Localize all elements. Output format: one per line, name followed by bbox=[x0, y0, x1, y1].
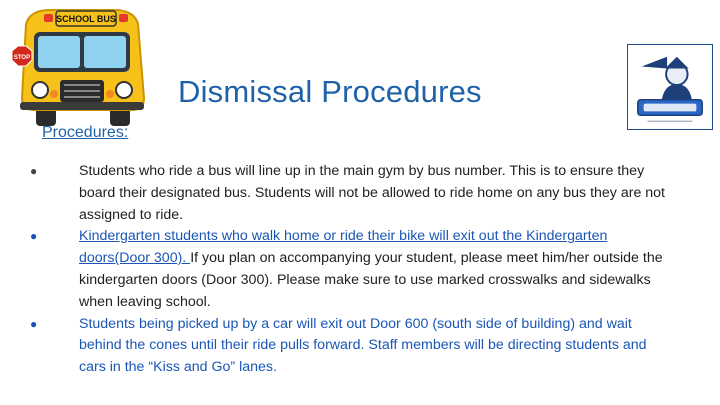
list-item-bus-riders bbox=[30, 161, 670, 226]
school-bus-icon bbox=[6, 2, 156, 128]
procedures-subheading: Procedures: bbox=[42, 124, 129, 141]
procedures-list bbox=[30, 161, 670, 379]
kindergarten-doors-link[interactable]: Kindergarten students who walk home or ride their bike will exit out the Kindergarten doors(Door 300). bbox=[79, 228, 608, 267]
bullet-dot: ● bbox=[30, 316, 38, 331]
bullet-text: Students who ride a bus will line up in the main gym by bus number. This is to ensure they board their designated bus. Students will not be allowed to ride home on any bus they are not assigned to ride. bbox=[79, 163, 666, 223]
list-item-kindergarten-walkers bbox=[30, 226, 670, 313]
slide-title: Dismissal Procedures bbox=[178, 74, 482, 109]
bullet-dot: ● bbox=[30, 229, 38, 244]
stop-sign-text: STOP bbox=[13, 55, 31, 61]
school-mascot-logo bbox=[627, 44, 713, 130]
bus-sign-text: SCHOOL BUS bbox=[56, 14, 116, 24]
list-item-car-pickup bbox=[30, 314, 670, 379]
bullet-text: Students being picked up by a car will exit out Door 600 (south side of building) and wait behind the cones until their ride pulls forward. Staff members will be directing students and cars in the “Kiss and Go” lanes. bbox=[79, 315, 647, 376]
bullet-text: If you plan on accompanying your student, please meet him/her outside the kindergarten doors (Door 300). Please make sure to use marked crosswalks and sidewalks when leaving school. bbox=[79, 250, 663, 310]
bullet-dot: ● bbox=[30, 164, 38, 178]
